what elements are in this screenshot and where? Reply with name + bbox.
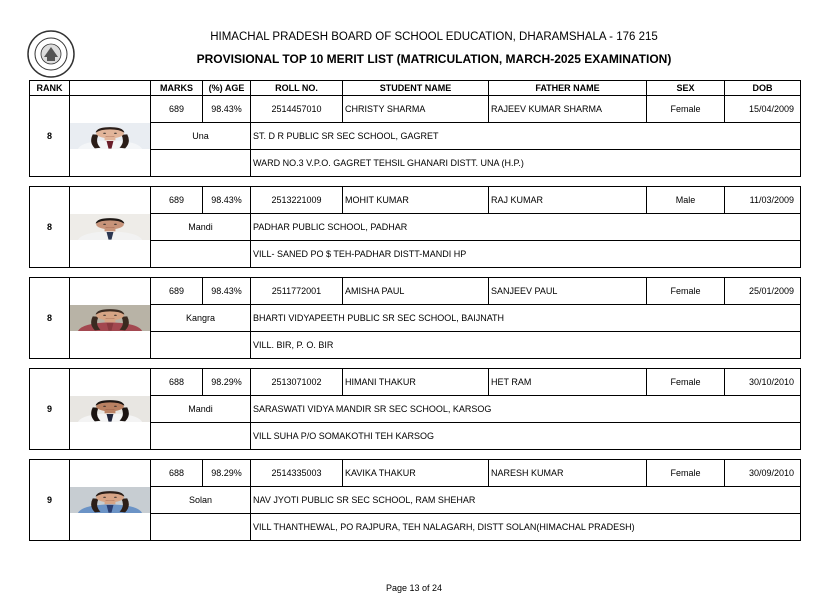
father-name-cell: NARESH KUMAR: [489, 460, 647, 487]
rank-cell: 9: [30, 460, 70, 541]
father-name-cell: RAJ KUMAR: [489, 187, 647, 214]
board-name: HIMACHAL PRADESH BOARD OF SCHOOL EDUCATION, DHARAMSHALA - 176 215: [210, 31, 658, 43]
rank-cell: 9: [30, 369, 70, 450]
header-sex: SEX: [647, 81, 725, 96]
header-marks: MARKS: [151, 81, 203, 96]
header-father-name: FATHER NAME: [489, 81, 647, 96]
student-record: [29, 95, 801, 177]
school-cell: ST. D R PUBLIC SR SEC SCHOOL, GAGRET: [251, 123, 801, 150]
dob-cell: 11/03/2009: [725, 187, 801, 214]
father-name-cell: SANJEEV PAUL: [489, 278, 647, 305]
student-record: [29, 186, 801, 268]
rank-cell: 8: [30, 187, 70, 268]
header-photo: [70, 81, 151, 96]
student-name-cell: CHRISTY SHARMA: [343, 96, 489, 123]
photo-cell: [70, 278, 151, 359]
blank-cell: [151, 514, 251, 541]
percentage-cell: 98.43%: [203, 278, 251, 305]
sex-cell: Female: [647, 460, 725, 487]
student-photo: [70, 123, 150, 149]
page-number: Page 13 of 24: [385, 583, 443, 593]
school-cell: BHARTI VIDYAPEETH PUBLIC SR SEC SCHOOL, BAIJNATH: [251, 305, 801, 332]
roll-no-cell: 2513071002: [251, 369, 343, 396]
header-percentage: (%) AGE: [203, 81, 251, 96]
student-photo: [70, 305, 150, 331]
sex-cell: Female: [647, 369, 725, 396]
dob-cell: 25/01/2009: [725, 278, 801, 305]
blank-cell: [151, 150, 251, 177]
photo-cell: [70, 369, 151, 450]
sex-cell: Male: [647, 187, 725, 214]
header-student-name: STUDENT NAME: [343, 81, 489, 96]
sex-cell: Female: [647, 278, 725, 305]
father-name-cell: RAJEEV KUMAR SHARMA: [489, 96, 647, 123]
percentage-cell: 98.29%: [203, 460, 251, 487]
blank-cell: [151, 241, 251, 268]
marks-cell: 688: [151, 460, 203, 487]
father-name-cell: HET RAM: [489, 369, 647, 396]
dob-cell: 30/09/2010: [725, 460, 801, 487]
roll-no-cell: 2514457010: [251, 96, 343, 123]
student-photo: [70, 396, 150, 422]
rank-cell: 8: [30, 278, 70, 359]
roll-no-cell: 2511772001: [251, 278, 343, 305]
address-cell: VILL. BIR, P. O. BIR: [251, 332, 801, 359]
student-photo: [70, 214, 150, 240]
header-rank: RANK: [30, 81, 70, 96]
marks-cell: 689: [151, 187, 203, 214]
student-record: [29, 459, 801, 541]
blank-cell: [151, 332, 251, 359]
percentage-cell: 98.43%: [203, 187, 251, 214]
header-dob: DOB: [725, 81, 801, 96]
rank-cell: 8: [30, 96, 70, 177]
dob-cell: 30/10/2010: [725, 369, 801, 396]
student-record: [29, 368, 801, 450]
student-name-cell: KAVIKA THAKUR: [343, 460, 489, 487]
photo-cell: [70, 460, 151, 541]
district-cell: Una: [151, 123, 251, 150]
district-cell: Solan: [151, 487, 251, 514]
blank-cell: [151, 423, 251, 450]
marks-cell: 688: [151, 369, 203, 396]
roll-no-cell: 2513221009: [251, 187, 343, 214]
percentage-cell: 98.43%: [203, 96, 251, 123]
district-cell: Mandi: [151, 214, 251, 241]
column-header: [29, 80, 801, 96]
roll-no-cell: 2514335003: [251, 460, 343, 487]
percentage-cell: 98.29%: [203, 369, 251, 396]
school-cell: PADHAR PUBLIC SCHOOL, PADHAR: [251, 214, 801, 241]
header-roll-no: ROLL NO.: [251, 81, 343, 96]
address-cell: VILL SUHA P/O SOMAKOTHI TEH KARSOG: [251, 423, 801, 450]
address-cell: WARD NO.3 V.P.O. GAGRET TEHSIL GHANARI DISTT. UNA (H.P.): [251, 150, 801, 177]
photo-cell: [70, 96, 151, 177]
dob-cell: 15/04/2009: [725, 96, 801, 123]
student-name-cell: HIMANI THAKUR: [343, 369, 489, 396]
address-cell: VILL THANTHEWAL, PO RAJPURA, TEH NALAGARH, DISTT SOLAN(HIMACHAL PRADESH): [251, 514, 801, 541]
student-name-cell: MOHIT KUMAR: [343, 187, 489, 214]
district-cell: Mandi: [151, 396, 251, 423]
page-title: PROVISIONAL TOP 10 MERIT LIST (MATRICULATION, MARCH-2025 EXAMINATION): [196, 52, 672, 66]
student-record: [29, 277, 801, 359]
student-photo: [70, 487, 150, 513]
marks-cell: 689: [151, 278, 203, 305]
student-name-cell: AMISHA PAUL: [343, 278, 489, 305]
marks-cell: 689: [151, 96, 203, 123]
school-cell: SARASWATI VIDYA MANDIR SR SEC SCHOOL, KARSOG: [251, 396, 801, 423]
school-cell: NAV JYOTI PUBLIC SR SEC SCHOOL, RAM SHEHAR: [251, 487, 801, 514]
district-cell: Kangra: [151, 305, 251, 332]
address-cell: VILL- SANED PO $ TEH-PADHAR DISTT-MANDI HP: [251, 241, 801, 268]
photo-cell: [70, 187, 151, 268]
sex-cell: Female: [647, 96, 725, 123]
